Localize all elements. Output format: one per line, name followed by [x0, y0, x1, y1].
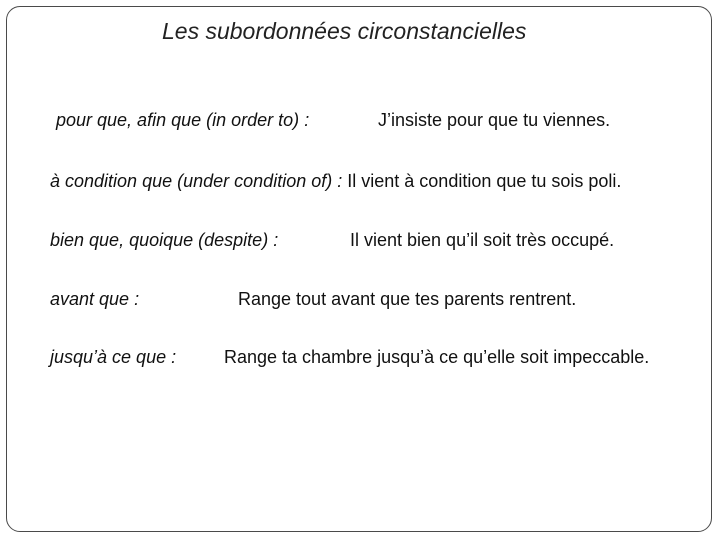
example-sentence: J’insiste pour que tu viennes. [378, 110, 611, 130]
example-sentence: Range tout avant que tes parents rentrent. [238, 289, 577, 309]
english-gloss: (in order to) [206, 110, 300, 130]
conjunction-label: avant que [50, 289, 130, 309]
colon-separator: : [337, 171, 343, 191]
conjunction-label: jusqu’à ce que [50, 347, 167, 367]
conjunction-label: pour que, afin que [56, 110, 202, 130]
conjunction-label: à condition que [50, 171, 173, 191]
colon-separator: : [304, 110, 310, 130]
slide-title: Les subordonnées circonstancielles [162, 18, 527, 44]
list-item [50, 171, 621, 192]
conjunction-label: bien que, quoique [50, 230, 194, 250]
english-gloss: (under condition of) [177, 171, 333, 191]
english-gloss: (despite) [198, 230, 269, 250]
list-item [50, 289, 139, 310]
colon-separator: : [171, 347, 177, 367]
colon-separator: : [134, 289, 140, 309]
list-item [56, 110, 309, 131]
colon-separator: : [273, 230, 279, 250]
example-sentence: Il vient à condition que tu sois poli. [347, 171, 622, 191]
slide-frame [6, 6, 712, 532]
example-sentence: Range ta chambre jusqu’à ce qu’elle soit impeccable. [224, 347, 650, 367]
list-item [50, 230, 278, 251]
list-item [50, 347, 176, 368]
example-sentence: Il vient bien qu’il soit très occupé. [350, 230, 615, 250]
